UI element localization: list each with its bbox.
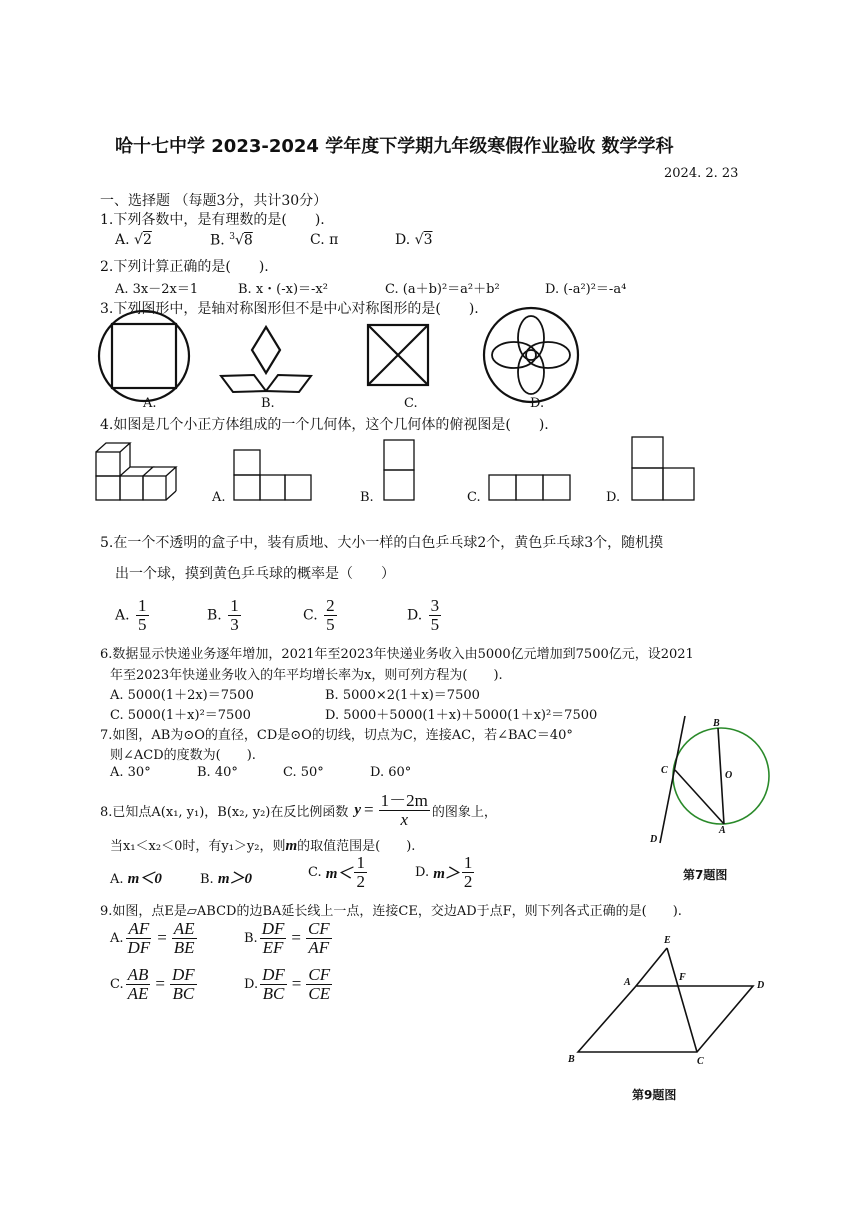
q7-option-b: B. 40° <box>197 765 238 780</box>
q6-option-b: B. 5000×2(1＋x)＝7500 <box>325 688 480 703</box>
q7-line1: 7.如图，AB为⊙O的直径，CD是⊙O的切线，切点为C，连接AC，若∠BAC＝40° <box>100 728 573 743</box>
q7-point-c: C <box>661 765 668 776</box>
q2-option-c: C. (a＋b)²＝a²＋b² <box>385 282 500 297</box>
q8-option-d: D. m＞ $\frac{1}{2}$ <box>415 853 473 891</box>
q9-option-b: B. $\frac{DF}{EF}$ = $\frac{CF}{AF}$ <box>244 919 330 957</box>
q8-option-a: A. m＜0 <box>110 871 162 887</box>
q4-label-a: A. <box>212 490 226 505</box>
q8-line1: 8.已知点A(x₁, y₁)，B(x₂, y₂)在反比例函数 y = $\frac{1-2m}{x}$ 的图象上， <box>100 791 497 829</box>
q4-label-c: C. <box>467 490 481 505</box>
q7-point-b: B <box>713 718 720 729</box>
q9-point-e: E <box>664 935 671 946</box>
q6-option-d: D. 5000＋5000(1＋x)＋5000(1＋x)²＝7500 <box>325 708 598 723</box>
q2-option-a: A. 3x－2x＝1 <box>115 282 199 297</box>
q9-option-d: D. $\frac{DF}{BC}$ = $\frac{CF}{CE}$ <box>244 965 331 1003</box>
q7-option-c: C. 50° <box>283 765 324 780</box>
q1-stem: 1.下列各数中，是有理数的是( ). <box>100 212 325 228</box>
q6-line1: 6.数据显示快递业务逐年增加，2021年至2023年快递业务收入由5000亿元增加到7500亿元，设2021 <box>100 647 694 662</box>
q5-option-c: C. $\frac{2}{5}$ <box>303 596 335 634</box>
q2-option-d: D. (-a²)²＝-a⁴ <box>545 282 627 297</box>
q7-line2: 则∠ACD的度数为( ). <box>110 748 256 763</box>
q6-option-c: C. 5000(1＋x)²＝7500 <box>110 708 251 723</box>
q5-option-b: B. $\frac{1}{3}$ <box>207 596 239 634</box>
q3-label-a: A. <box>143 396 157 411</box>
q9-point-b: B <box>568 1054 575 1065</box>
section-heading: 一、选择题 （每题3分，共计30分） <box>100 193 328 209</box>
q5-line2: 出一个球，摸到黄色乒乓球的概率是（ ） <box>115 566 395 582</box>
q4-label-d: D. <box>606 490 621 505</box>
q6-option-a: A. 5000(1＋2x)＝7500 <box>110 688 254 703</box>
q1-option-a: A. √2 <box>115 232 152 248</box>
q3-label-c: C. <box>404 396 418 411</box>
q3-label-b: B. <box>261 396 275 411</box>
q7-option-a: A. 30° <box>110 765 151 780</box>
q7-point-d: D <box>650 834 658 845</box>
q5-option-a: A. $\frac{1}{5}$ <box>115 596 147 634</box>
q9-extension-ba <box>636 948 667 986</box>
q1-option-d: D. √3 <box>395 232 433 248</box>
q2-option-b: B. x・(-x)＝-x² <box>238 282 328 297</box>
q5-option-d: D. $\frac{3}{5}$ <box>407 596 440 634</box>
q1-option-b: B. $^3$√8 <box>210 232 253 249</box>
q7-point-o: O <box>725 770 733 781</box>
exam-date: 2024. 2. 23 <box>664 166 739 181</box>
q9-segment-ec <box>667 948 697 1052</box>
q7-point-a: A <box>719 825 726 836</box>
q7-caption: 第7题图 <box>683 868 728 882</box>
q9-option-a: A. $\frac{AF}{DF}$ = $\frac{AE}{BE}$ <box>110 919 195 957</box>
q9-stem: 9.如图，点E是▱ABCD的边BA延长线上一点，连接CE，交边AD于点F，则下列各式正确的是( ). <box>100 904 682 919</box>
q9-caption: 第9题图 <box>632 1088 677 1102</box>
q4-stem: 4.如图是几个小正方体组成的一个几何体，这个几何体的俯视图是( ). <box>100 417 549 433</box>
q7-option-d: D. 60° <box>370 765 412 780</box>
q9-point-d: D <box>757 980 765 991</box>
q9-parallelogram <box>578 986 753 1052</box>
q1-option-c: C. π <box>310 232 339 248</box>
page-title: 哈十七中学 2023-2024 学年度下学期九年级寒假作业验收 数学学科 <box>115 136 674 157</box>
q9-option-c: C. $\frac{AB}{AE}$ = $\frac{DF}{BC}$ <box>110 965 195 1003</box>
q3-label-d: D. <box>530 396 545 411</box>
q9-point-f: F <box>679 972 686 983</box>
q8-line2: 当x₁＜x₂＜0时，有y₁＞y₂，则m的取值范围是( ). <box>110 838 416 854</box>
q8-option-b: B. m＞0 <box>200 871 252 887</box>
q9-point-a: A <box>624 977 631 988</box>
q8-option-c: C. m＜ $\frac{1}{2}$ <box>308 853 365 891</box>
q9-point-c: C <box>697 1056 704 1067</box>
q5-line1: 5.在一个不透明的盒子中，装有质地、大小一样的白色乒乓球2个，黄色乒乓球3个，随机摸 <box>100 535 664 551</box>
q4-label-b: B. <box>360 490 374 505</box>
q2-stem: 2.下列计算正确的是( ). <box>100 259 269 275</box>
q3-stem: 3.下列图形中，是轴对称图形但不是中心对称图形的是( ). <box>100 301 479 317</box>
q6-line2: 年至2023年快递业务收入的年平均增长率为x，则可列方程为( ). <box>110 668 503 683</box>
